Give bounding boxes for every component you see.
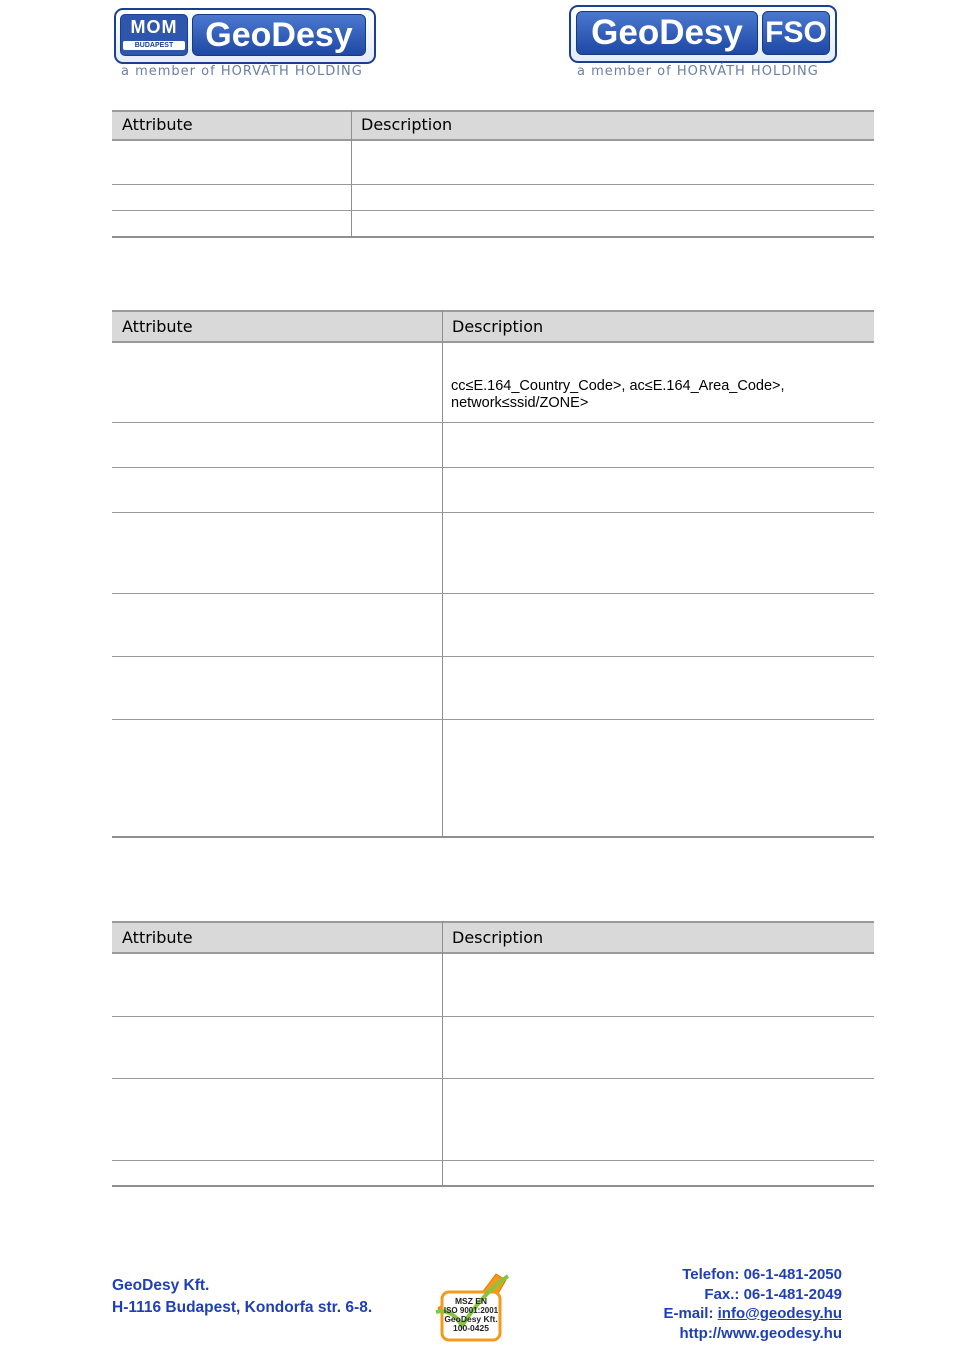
description-line-1: cc≤E.164_Country_Code>, ac≤E.164_Area_Code>, <box>451 378 785 394</box>
geodesy-brand-badge <box>576 11 758 55</box>
iso-line-2: ISO 9001:2001 <box>443 1306 499 1315</box>
attribute-table-3 <box>112 921 874 1187</box>
header-description: Description <box>452 928 544 947</box>
iso-line-4: 100-0425 <box>453 1323 489 1333</box>
table-row <box>112 211 874 238</box>
brand-text: GeoDesy <box>205 16 353 54</box>
table-row <box>112 468 874 513</box>
table-row <box>112 141 874 185</box>
website[interactable]: http://www.geodesy.hu <box>679 1324 842 1342</box>
table-row <box>112 1161 874 1187</box>
table-row <box>112 1079 874 1161</box>
table-header <box>112 921 874 954</box>
fso-text: FSO <box>765 16 827 49</box>
description-cell <box>451 378 785 412</box>
header-attribute: Attribute <box>122 317 193 336</box>
header-attribute: Attribute <box>122 115 193 134</box>
table-row <box>112 594 874 657</box>
company-address-block <box>112 1275 372 1319</box>
table-row <box>112 657 874 720</box>
fax: Fax.: 06-1-481-2049 <box>704 1285 842 1303</box>
geodesy-logo-left <box>112 6 382 82</box>
contact-block <box>663 1265 842 1343</box>
table-row <box>112 423 874 468</box>
iso-line-3: GeoDesy Kft. <box>444 1314 498 1324</box>
attribute-table-2 <box>112 310 874 838</box>
iso-certificate-badge <box>432 1268 510 1344</box>
tagline: a member of HORVÁTH HOLDING <box>121 64 363 79</box>
geodesy-fso-logo-right <box>568 4 840 82</box>
budapest-text: BUDAPEST <box>123 41 185 50</box>
checkmark-seal-icon <box>432 1268 510 1344</box>
iso-line-1: MSZ EN <box>454 1296 488 1306</box>
description-line-2: network≤ssid/ZONE> <box>451 395 589 411</box>
company-address: H-1116 Budapest, Kondorfa str. 6-8. <box>112 1299 373 1316</box>
table-row <box>112 954 874 1017</box>
header-attribute: Attribute <box>122 928 193 947</box>
brand-text: GeoDesy <box>591 13 743 52</box>
company-name: GeoDesy Kft. <box>112 1277 210 1294</box>
email-line <box>663 1304 842 1324</box>
table-row <box>112 185 874 211</box>
table-row <box>112 720 874 838</box>
table-header <box>112 310 874 343</box>
header-description: Description <box>361 115 453 134</box>
tagline: a member of HORVÁTH HOLDING <box>577 64 819 79</box>
header-description: Description <box>452 317 544 336</box>
table-header <box>112 110 874 141</box>
table-row <box>112 1017 874 1079</box>
mom-text: MOM <box>130 17 178 37</box>
email-link[interactable]: info@geodesy.hu <box>717 1305 842 1322</box>
geodesy-brand-badge <box>192 14 366 56</box>
phone: Telefon: 06-1-481-2050 <box>682 1266 842 1283</box>
table-row <box>112 513 874 594</box>
email-label: E-mail: <box>663 1305 718 1322</box>
mom-budapest-badge <box>120 14 188 56</box>
fso-badge <box>762 11 830 55</box>
attribute-table-1 <box>112 110 874 238</box>
table-row <box>112 343 874 423</box>
